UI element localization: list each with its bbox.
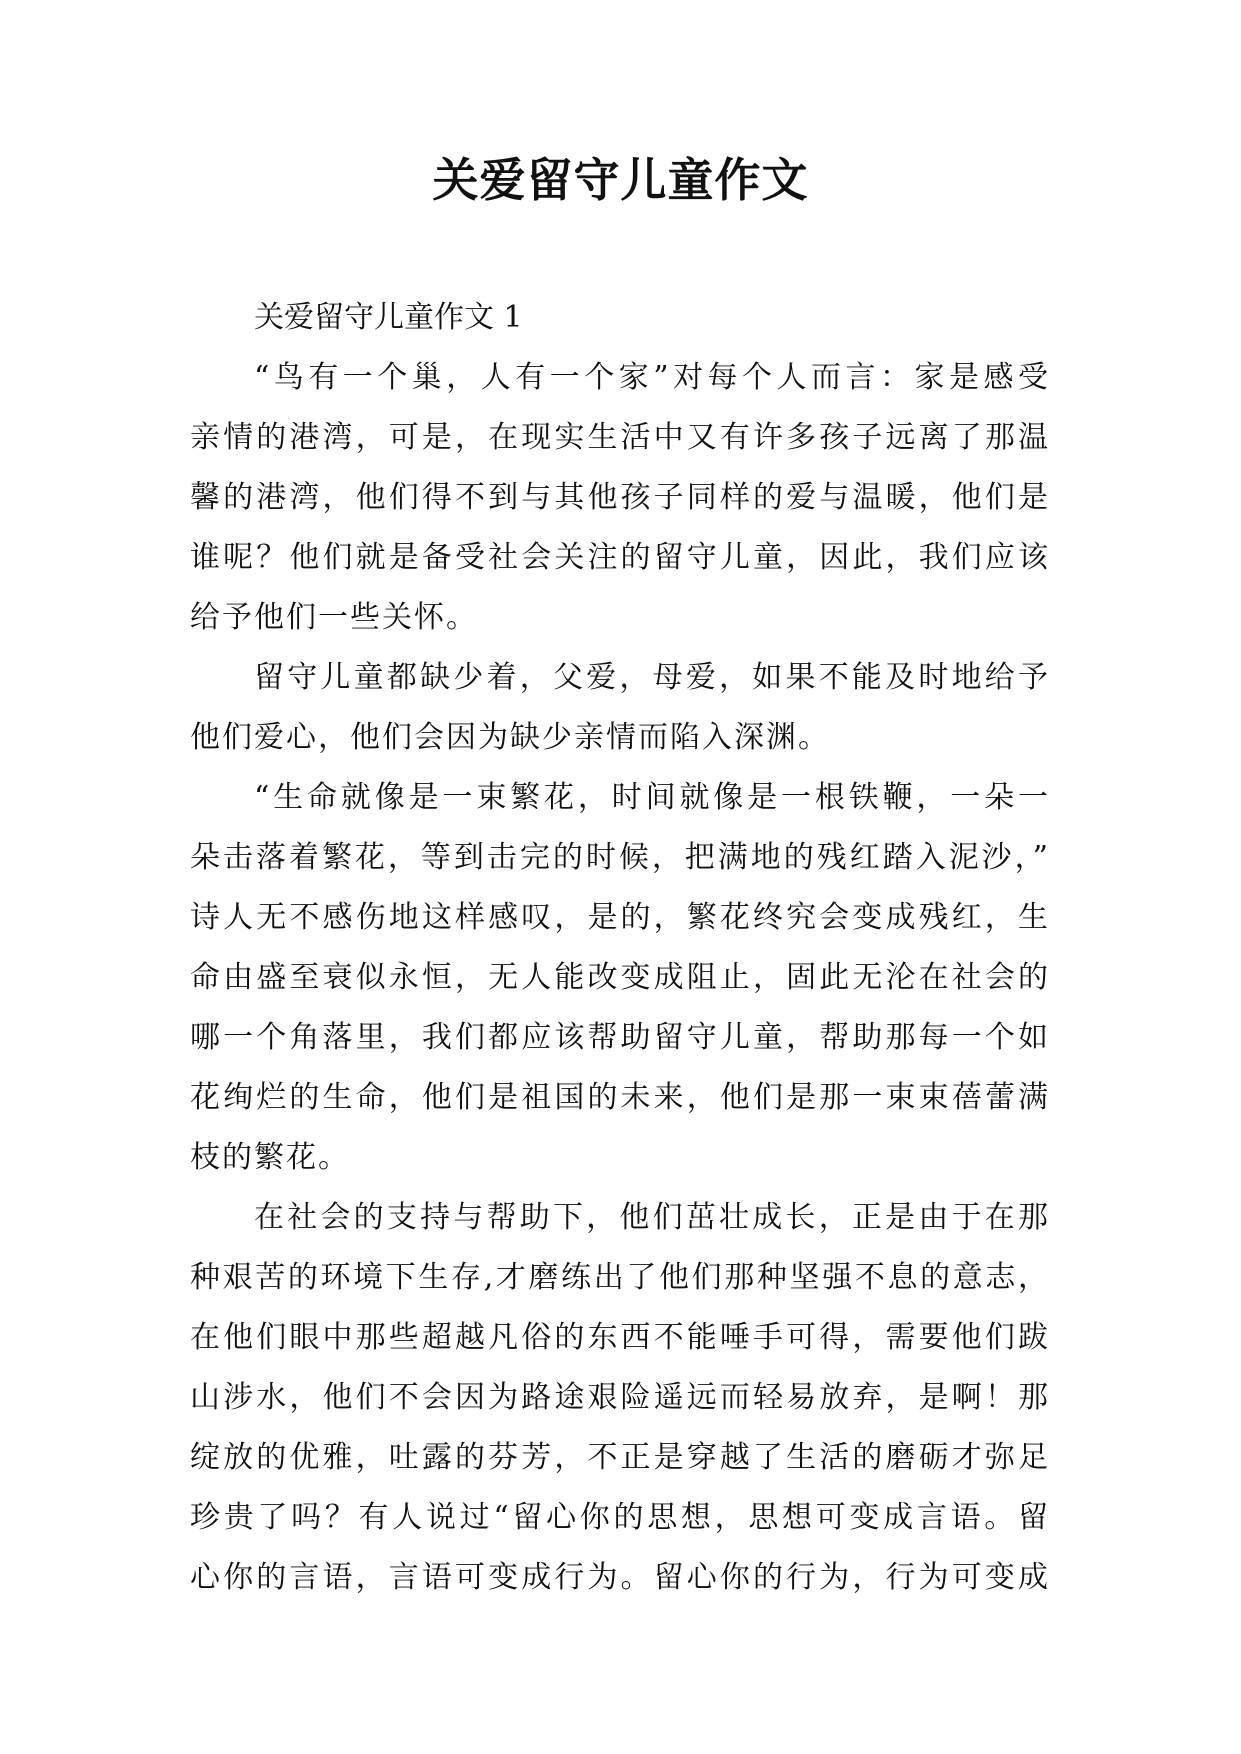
- paragraph-line: 朵击落着繁花，等到击完的时候，把满地的残红踏入泥沙，”: [190, 840, 1050, 875]
- paragraph-line: 诗人无不感伤地这样感叹，是的，繁花终究会变成残红，生: [190, 900, 1050, 935]
- paragraph-line: 留守儿童都缺少着，父爱，母爱，如果不能及时地给予: [254, 660, 1050, 695]
- paragraph-line: 哪一个角落里，我们都应该帮助留守儿童，帮助那每一个如: [190, 1020, 1050, 1055]
- paragraph-line: 在社会的支持与帮助下，他们茁壮成长，正是由于在那: [254, 1200, 1050, 1235]
- paragraph-line: 心你的言语，言语可变成行为。留心你的行为，行为可变成: [190, 1560, 1050, 1595]
- paragraph-line: “鸟有一个巢，人有一个家”对每个人而言：家是感受: [254, 360, 1050, 395]
- paragraph-line: 种艰苦的环境下生存,才磨练出了他们那种坚强不息的意志，: [190, 1260, 1050, 1295]
- paragraph-1: [190, 348, 1050, 648]
- paragraph-2: [190, 648, 1050, 768]
- paragraph-line: 在他们眼中那些超越凡俗的东西不能唾手可得，需要他们跋: [190, 1320, 1050, 1355]
- paragraph-4: [190, 1188, 1050, 1608]
- page-title: 关爱留守儿童作文: [432, 153, 809, 207]
- document-body: [190, 288, 1050, 1608]
- paragraph-3: [190, 768, 1050, 1188]
- paragraph-line: 馨的港湾，他们得不到与其他孩子同样的爱与温暖，他们是: [190, 480, 1050, 515]
- section-heading: 关爱留守儿童作文 1: [254, 300, 523, 335]
- paragraph-line: 枝的繁花。: [190, 1140, 350, 1175]
- paragraph-line: 给予他们一些关怀。: [190, 600, 478, 635]
- paragraph-line: 亲情的港湾，可是，在现实生活中又有许多孩子远离了那温: [190, 420, 1050, 455]
- paragraph-line: 绽放的优雅，吐露的芬芳，不正是穿越了生活的磨砺才弥足: [190, 1440, 1050, 1475]
- paragraph-line: 他们爱心，他们会因为缺少亲情而陷入深渊。: [190, 720, 830, 755]
- paragraph-line: 山涉水，他们不会因为路途艰险遥远而轻易放弃，是啊！那: [190, 1380, 1050, 1415]
- paragraph-line: 花绚烂的生命，他们是祖国的未来，他们是那一束束蓓蕾满: [190, 1080, 1050, 1115]
- paragraph-line: 珍贵了吗？有人说过“留心你的思想，思想可变成言语。留: [190, 1500, 1050, 1535]
- paragraph-line: “生命就像是一束繁花，时间就像是一根铁鞭，一朵一: [254, 780, 1050, 815]
- paragraph-line: 命由盛至衰似永恒，无人能改变成阻止，固此无沦在社会的: [190, 960, 1050, 995]
- paragraph-line: 谁呢？他们就是备受社会关注的留守儿童，因此，我们应该: [190, 540, 1050, 575]
